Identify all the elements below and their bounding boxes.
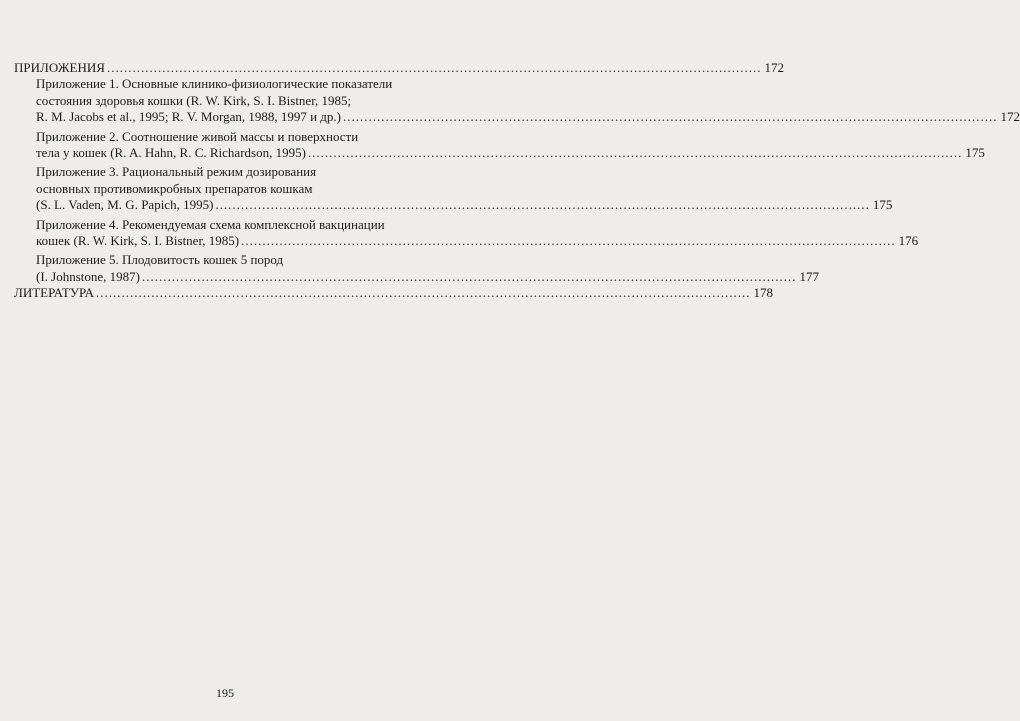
toc-page-number: 177 (799, 268, 819, 284)
toc-entry-appendix-3[interactable] (14, 164, 893, 213)
toc-line (36, 268, 819, 285)
toc-entry-appendix-2[interactable] (14, 128, 985, 162)
toc-entry-line: основных противомикробных препаратов кошкам (36, 180, 313, 196)
toc-entry-line: тела у кошек (R. A. Hahn, R. C. Richardson, 1995) (36, 145, 306, 161)
toc-entry-line: состояния здоровья кошки (R. W. Kirk, S. I. Bistner, 1985; (36, 92, 352, 108)
dot-leader: .......................................................................................................................................................... (343, 109, 998, 125)
dot-leader: .......................................................................................................................................................... (241, 233, 896, 249)
dot-leader: .......................................................................................................................................................... (307, 145, 963, 161)
page-number: 195 (216, 686, 234, 700)
toc-line (36, 197, 893, 213)
toc-line (36, 109, 1020, 125)
toc-entry-appendix-5[interactable] (14, 252, 819, 285)
toc-line (14, 60, 784, 76)
toc-line (36, 233, 919, 249)
toc-entry-line: Приложение 4. Рекомендуемая схема комплексной вакцинации (36, 216, 385, 232)
dot-leader: .......................................................................................................................................................... (215, 197, 870, 213)
toc-entry-line: R. M. Jacobs et al., 1995; R. V. Morgan, 1988, 1997 и др.) (36, 109, 341, 125)
toc-page-number: 175 (965, 145, 985, 161)
toc-page-number: 178 (753, 285, 773, 301)
toc-entry-literature[interactable] (14, 285, 773, 301)
toc-entry-title: ЛИТЕРАТУРА (14, 285, 94, 301)
toc-entry-line: Приложение 1. Основные клинико-физиологические показатели (36, 76, 393, 92)
toc-entry-line: Приложение 5. Плодовитость кошек 5 пород (36, 252, 284, 268)
dot-leader: .......................................................................................................................................................... (142, 268, 797, 284)
toc-page-number: 175 (872, 197, 893, 213)
dot-leader: .......................................................................................................................................................... (96, 285, 751, 301)
toc-entry-title: ПРИЛОЖЕНИЯ (14, 60, 105, 75)
toc-entry-line: (S. L. Vaden, M. G. Papich, 1995) (36, 197, 214, 213)
toc-entry-appendix-1[interactable] (14, 76, 1020, 125)
toc-line (36, 145, 985, 161)
toc-entry-line: Приложение 3. Рациональный режим дозирования (36, 164, 317, 180)
toc-entry-line: Приложение 2. Соотношение живой массы и поверхности (36, 128, 359, 144)
table-of-contents (14, 60, 1020, 302)
toc-entry-line: (I. Johnstone, 1987) (36, 268, 140, 284)
toc-page-number: 172 (1000, 109, 1020, 125)
toc-line (14, 285, 773, 301)
toc-entry-appendices[interactable] (14, 60, 784, 76)
dot-leader: .......................................................................................................................................................... (106, 60, 762, 75)
toc-page-number: 172 (764, 60, 784, 75)
toc-entry-line: кошек (R. W. Kirk, S. I. Bistner, 1985) (36, 233, 240, 249)
toc-page-number: 176 (898, 233, 919, 249)
toc-entry-appendix-4[interactable] (14, 216, 919, 250)
